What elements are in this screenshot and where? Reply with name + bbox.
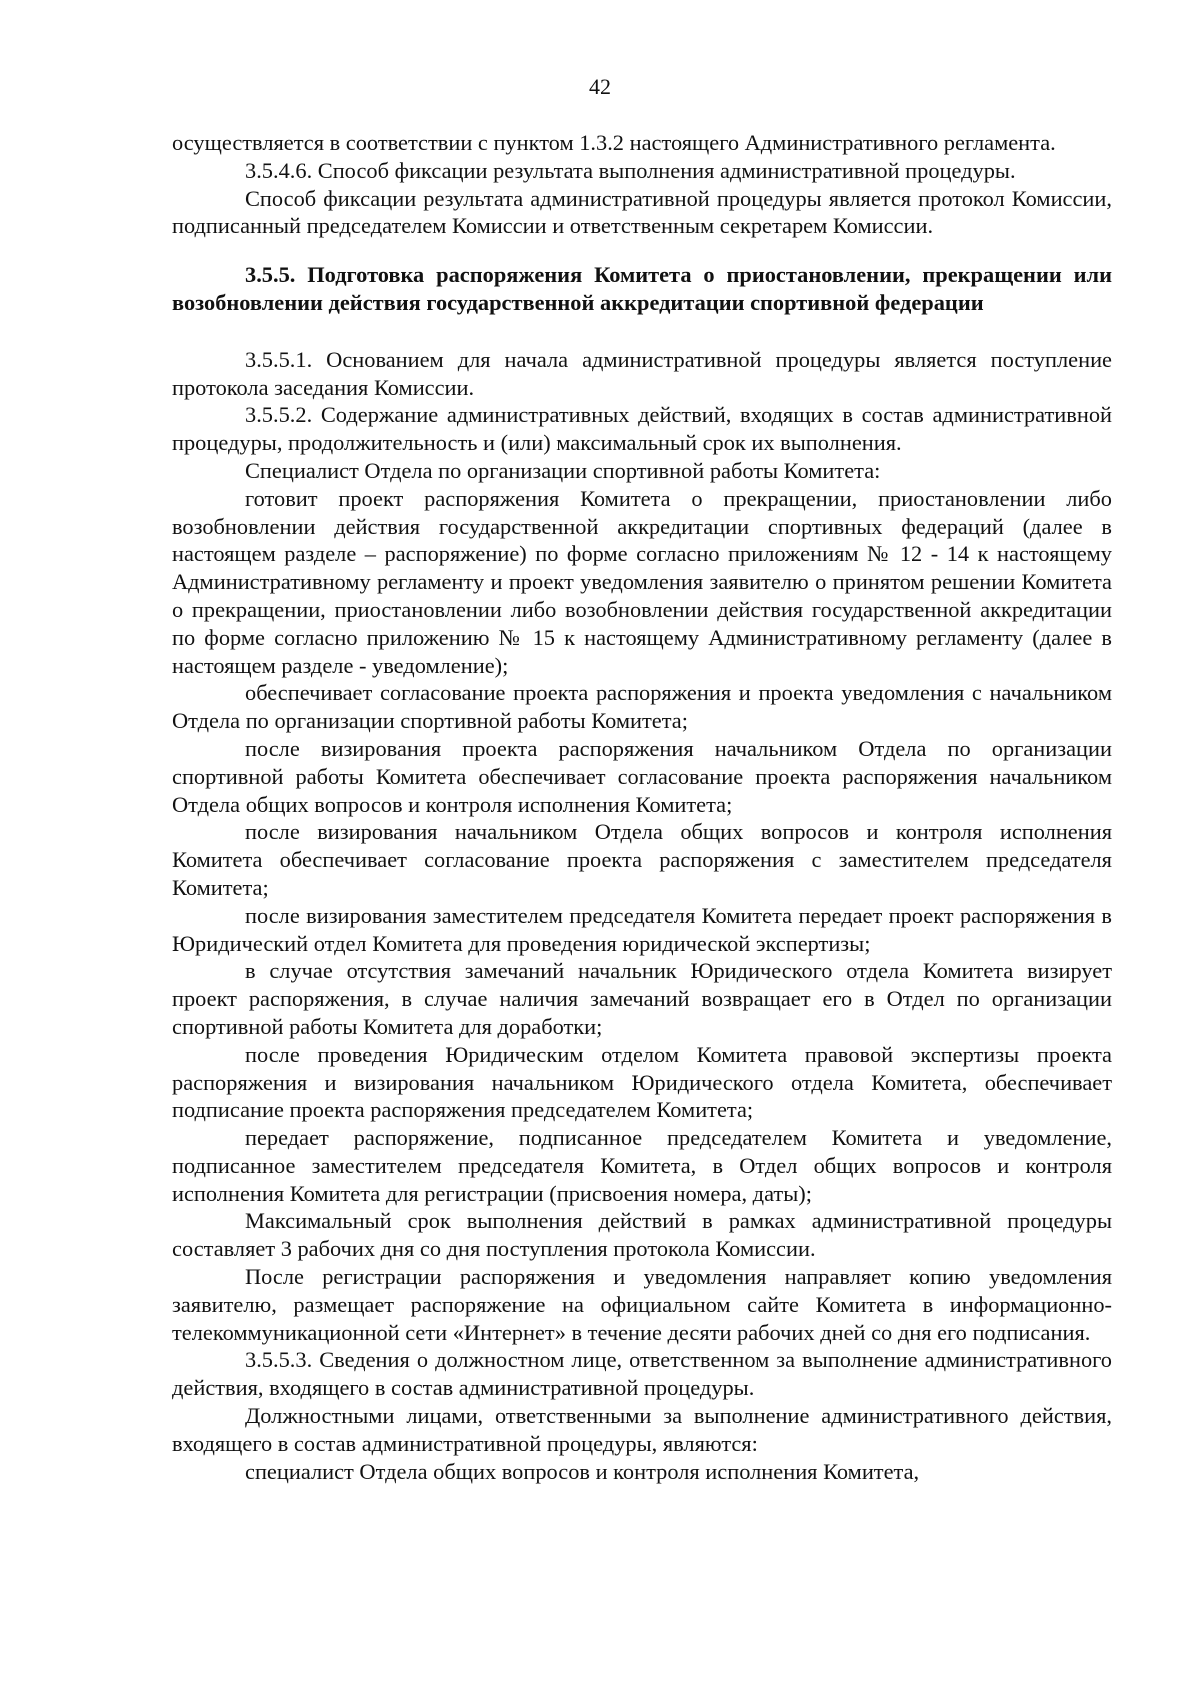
paragraph-3-5-5-3: 3.5.5.3. Сведения о должностном лице, ответственном за выполнение административного действия, входящего в состав административной процедуры.: [172, 1347, 1112, 1401]
paragraph-after-visa-1: после визирования проекта распоряжения начальником Отдела по организации спортивной работы Комитета обеспечивает согласование проекта распоряжения начальником Отдела общих вопросов и контроля исполнения Комитета;: [172, 735, 1112, 817]
paragraph-continuation: осуществляется в соответствии с пунктом 1.3.2 настоящего Административного регламента.: [172, 130, 1056, 155]
paragraph-3-5-4-6: 3.5.4.6. Способ фиксации результата выполнения административной процедуры.: [245, 157, 1016, 183]
paragraph-max-term: Максимальный срок выполнения действий в рамках административной процедуры составляет 3 рабочих дня со дня поступления протокола Комиссии.: [172, 1208, 1112, 1262]
paragraph-after-legal-review: после проведения Юридическим отделом Комитета правовой экспертизы проекта распоряжения и визирования начальником Юридического отдела Комитета, обеспечивает подписание проекта распоряжения председателем Комитета;: [172, 1041, 1112, 1123]
section-heading-3-5-5: 3.5.5. Подготовка распоряжения Комитета о приостановлении, прекращении или возобновлении действия государственной аккредитации спортивной федерации: [172, 262, 1112, 315]
paragraph-registration: передает распоряжение, подписанное председателем Комитета и уведомление, подписанное заместителем председателя Комитета, в Отдел общих вопросов и контроля исполнения Комитета для регистрации (присвоения номера, даты);: [172, 1125, 1112, 1206]
paragraph-3-5-5-1: 3.5.5.1. Основанием для начала административной процедуры является поступление протокола заседания Комиссии.: [172, 346, 1112, 400]
paragraph-specialist-general: специалист Отдела общих вопросов и контроля исполнения Комитета,: [245, 1458, 920, 1484]
paragraph-after-registration: После регистрации распоряжения и уведомления направляет копию уведомления заявителю, размещает распоряжение на официальном сайте Комитета в информационно-телекоммуникационной сети «Интернет» в течение десяти рабочих дней со дня его подписания.: [172, 1264, 1112, 1345]
paragraph-approval-head: обеспечивает согласование проекта распоряжения и проекта уведомления с начальником Отдела по организации спортивной работы Комитета;: [172, 680, 1112, 734]
paragraph-after-visa-2: после визирования начальником Отдела общих вопросов и контроля исполнения Комитета обеспечивает согласование проекта распоряжения с заместителем председателя Комитета;: [172, 819, 1112, 900]
paragraph-after-visa-3: после визирования заместителем председателя Комитета передает проект распоряжения в Юридический отдел Комитета для проведения юридической экспертизы;: [172, 902, 1112, 956]
paragraph-fixation-method: Способ фиксации результата административной процедуры является протокол Комиссии, подписанный председателем Комиссии и ответственным секретарем Комиссии.: [172, 185, 1112, 239]
paragraph-legal-review: в случае отсутствия замечаний начальник Юридического отдела Комитета визирует проект распоряжения, в случае наличия замечаний возвращает его в Отдел по организации спортивной работы Комитета для доработки;: [172, 958, 1112, 1039]
paragraph-specialist: Специалист Отдела по организации спортивной работы Комитета:: [245, 457, 881, 483]
paragraph-prepares-draft: готовит проект распоряжения Комитета о прекращении, приостановлении либо возобновлении действия государственной аккредитации спортивных федераций (далее в настоящем разделе – распоряжение) по форме согласно приложениям № 12 - 14 к настоящему Административному регламенту и проект уведомления заявителю о принятом решении Комитета о прекращении, приостановлении либо возобновлении действия государственной аккредитации по форме согласно приложению № 15 к настоящему Административному регламенту (далее в настоящем разделе - уведомление);: [172, 485, 1112, 678]
page-number: 42: [589, 74, 611, 99]
paragraph-3-5-5-2: 3.5.5.2. Содержание административных действий, входящих в состав административной процедуры, продолжительность и (или) максимальный срок их выполнения.: [172, 402, 1112, 456]
paragraph-responsible-persons: Должностными лицами, ответственными за выполнение административного действия, входящего в состав административной процедуры, являются:: [172, 1403, 1112, 1456]
document-body: [172, 129, 1112, 1485]
